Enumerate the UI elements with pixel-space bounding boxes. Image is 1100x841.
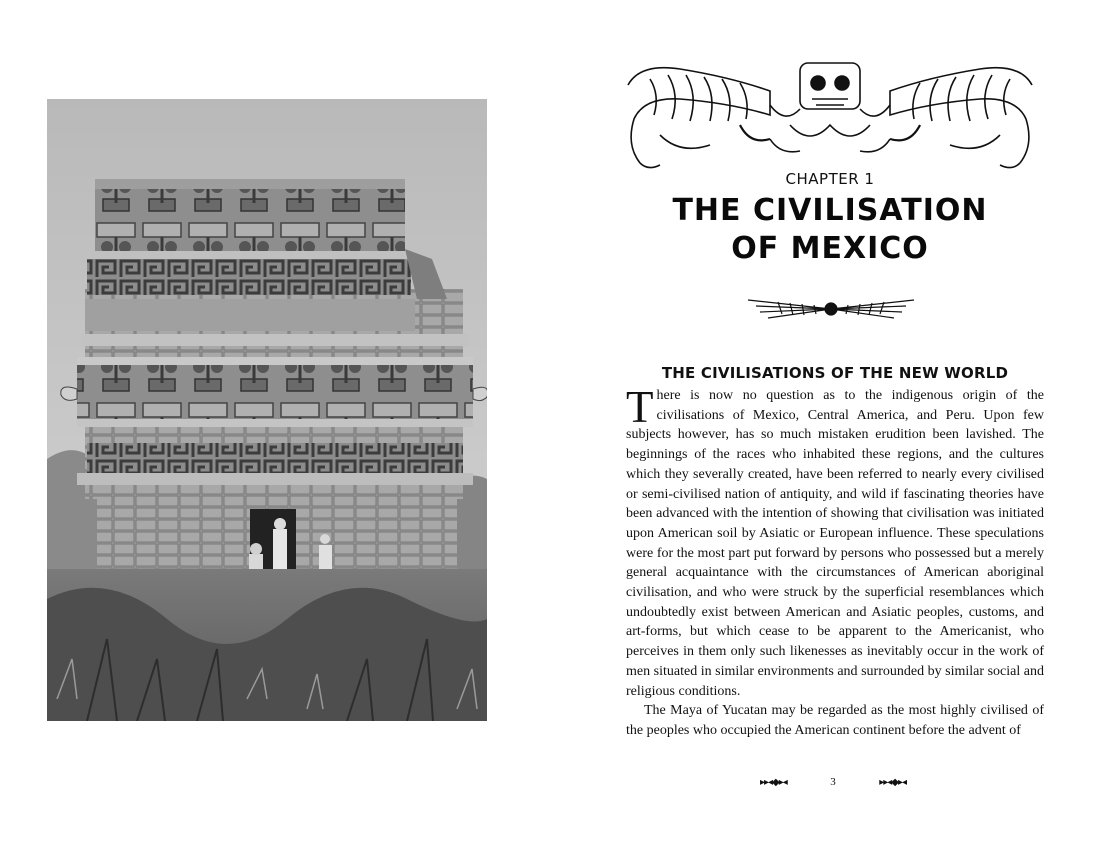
drop-cap: T xyxy=(626,382,654,432)
folio-ornament-right-icon: ▸▸◂◆▸◂ xyxy=(879,776,906,788)
chapter-title-line1: THE CIVILISATION xyxy=(672,193,988,228)
chapter-label: CHAPTER 1 xyxy=(785,170,875,188)
section-heading: THE CIVILISATIONS OF THE NEW WORLD xyxy=(661,364,1009,382)
paragraph-2: The Maya of Yucatan may be regarded as the most highly civilised of the peoples who occupied the American continent before the advent of xyxy=(626,703,1044,738)
photograph-plate xyxy=(47,99,487,721)
body-text xyxy=(626,382,1044,741)
chapter-title xyxy=(600,192,1060,268)
folio-ornament-left-icon: ▸▸◂◆▸◂ xyxy=(760,776,787,788)
page-folio xyxy=(760,776,906,788)
winged-ornament-icon xyxy=(738,294,924,324)
paragraph-1 xyxy=(626,382,1044,701)
mayan-glyph-ornament xyxy=(620,55,1040,175)
chapter-title-line2: OF MEXICO xyxy=(731,231,929,266)
paragraph-1-text: here is now no question as to the indigenous origin of the civilisations of Mexico, Central America, and Peru. Upon few subjects however, has so much mistaken erudition been lavished. The beginnings of the races who inhabited these regions, and the cultures which they severally created, have been referred to nearly every civilised or semi-civilised nation of antiquity, and wild if fascinating theories have been advanced with the intention of showing that civilisation was initiated upon American soil by Asiatic or European influence. These speculations were for the most part put forward by persons who possessed but a merely general acquaintance with the circumstances of American aboriginal civilisation, and who were struck by the superficial resemblances which undoubtedly exist between American and Asiatic peoples, customs, and art-forms, but which cease to be apparent to the Americanist, who perceives in them only such likenesses as inevitably occur in the work of men situated in similar environments and surrounded by similar social and religious conditions. xyxy=(626,388,1044,699)
page-number: 3 xyxy=(830,776,836,788)
